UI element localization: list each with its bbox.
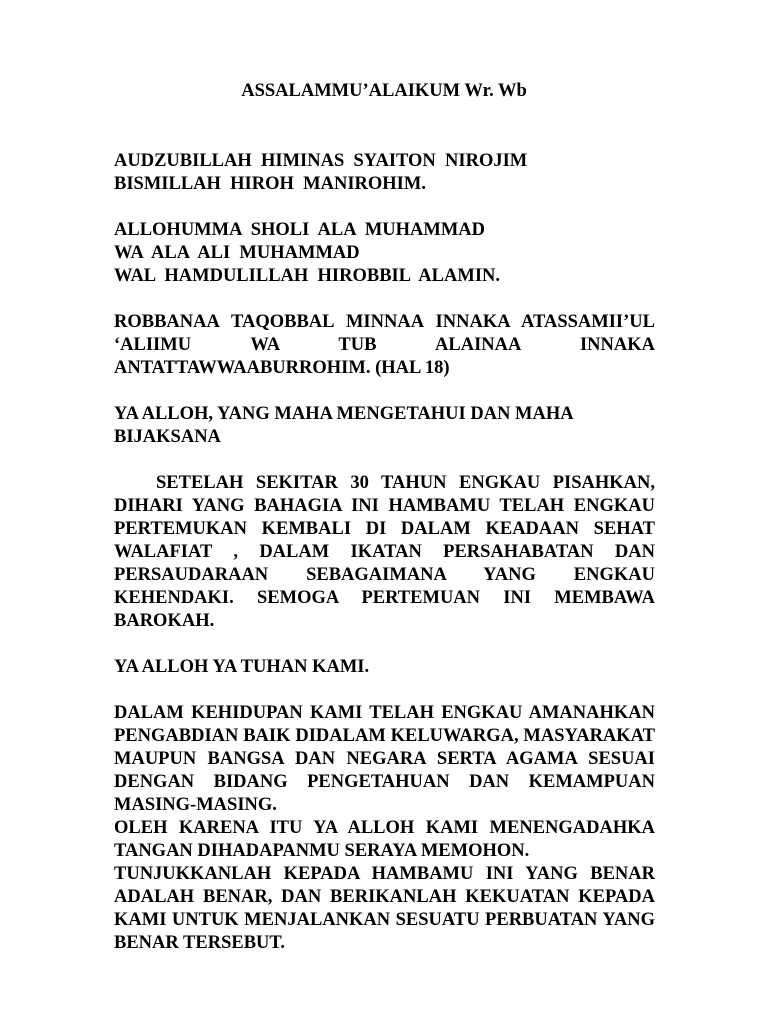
text-line: AUDZUBILLAH HIMINAS SYAITON NIROJIM bbox=[114, 151, 528, 171]
salawat-paragraph bbox=[114, 219, 655, 288]
document-body bbox=[114, 150, 655, 955]
service-paragraph: DALAM KEHIDUPAN KAMI TELAH ENGKAU AMANAHKAN PENGABDIAN BAIK DIDALAM KELUWARGA, MASYARAKAT MAUPUN BANGSA DAN NEGARA SERTA AGAMA SESUAI DENGAN BIDANG PENGETAHUAN DAN KEMAMPUAN MASING-MASING. bbox=[114, 703, 655, 815]
text-line: ALLOHUMMA SHOLI ALA MUHAMMAD bbox=[114, 220, 486, 240]
page-title: ASSALAMMU’ALAIKUM Wr. Wb bbox=[241, 81, 527, 101]
guidance-paragraph: TUNJUKKANLAH KEPADA HAMBAMU INI YANG BENAR ADALAH BENAR, DAN BERIKANLAH KEKUATAN KEPADA KAMI UNTUK MENJALANKAN SESUATU PERBUATAN YANG BENAR TERSEBUT. bbox=[114, 864, 655, 953]
text-line: WA ALA ALI MUHAMMAD bbox=[114, 243, 360, 263]
text-line: WAL HAMDULILLAH HIROBBIL ALAMIN. bbox=[114, 266, 500, 286]
ya-tuhan-heading: YA ALLOH YA TUHAN KAMI. bbox=[114, 657, 370, 677]
text-line: BISMILLAH HIROH MANIROHIM. bbox=[114, 174, 426, 194]
supplication-paragraph: OLEH KARENA ITU YA ALLOH KAMI MENENGADAHKA TANGAN DIHADAPANMU SERAYA MEMOHON. bbox=[114, 818, 655, 861]
opening-prayer-paragraph bbox=[114, 150, 655, 196]
ya-alloh-heading: YA ALLOH, YANG MAHA MENGETAHUI DAN MAHA BIJAKSANA bbox=[114, 404, 573, 447]
reunion-paragraph: SETELAH SEKITAR 30 TAHUN ENGKAU PISAHKAN, DIHARI YANG BAHAGIA INI HAMBAMU TELAH ENGKAU PERTEMUKAN KEMBALI DI DALAM KEADAAN SEHAT WALAFIAT , DALAM IKATAN PERSAHABATAN DAN PERSAUDARAAN SEBAGAIMANA YANG ENGKAU KEHENDAKI. SEMOGA PERTEMUAN INI MEMBAWA BAROKAH. bbox=[114, 473, 655, 631]
robbanaa-paragraph: ROBBANAA TAQOBBAL MINNAA INNAKA ATASSAMII’UL ‘ALIIMU WA TUB ALAINAA INNAKA ANTATTAWWAABURROHIM. (HAL 18) bbox=[114, 312, 655, 378]
